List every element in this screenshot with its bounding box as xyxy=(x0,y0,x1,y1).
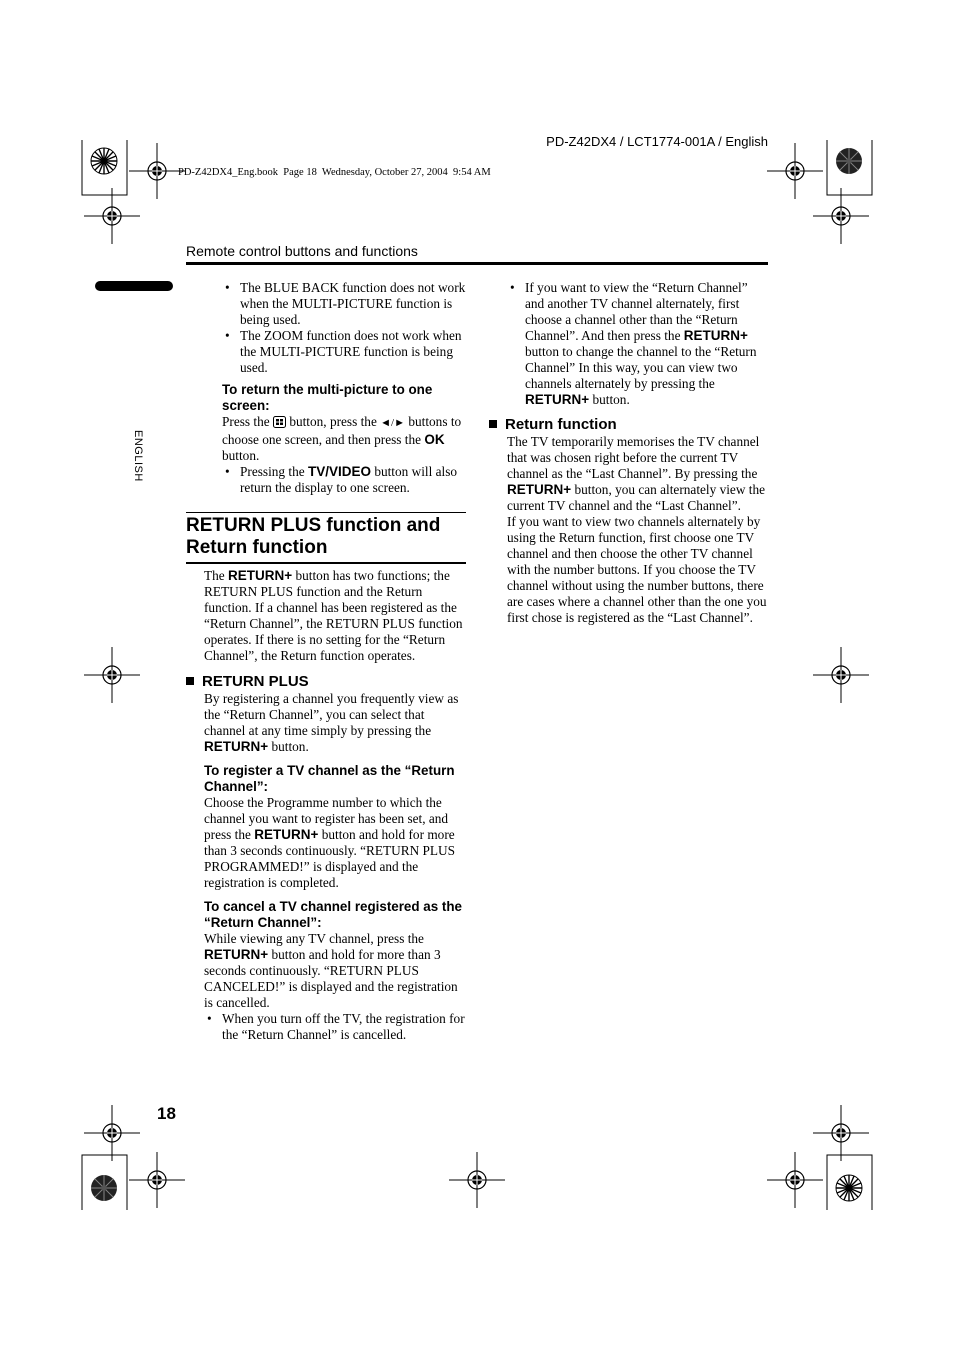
square-bullet-icon xyxy=(186,677,194,685)
left-column-lower xyxy=(204,568,466,1043)
side-tab-label: ENGLISH xyxy=(132,430,144,482)
return-function-paragraph: The TV temporarily memorises the TV channel that was chosen right before the current TV channel as the “Last Channel”. By pressing the RETURN+ button, you can alternately view the current TV channel and the “Last Channel”. xyxy=(507,434,765,513)
return-function-heading: Return function xyxy=(489,416,767,434)
list-item: • The ZOOM function does not work when the MULTI-PICTURE function is being used. xyxy=(225,328,462,375)
return-multi-block xyxy=(222,382,466,496)
book-stamp: PD-Z42DX4_Eng.book Page 18 Wednesday, October 27, 2004 9:54 AM xyxy=(178,167,491,178)
return-plus-heading: RETURN PLUS xyxy=(186,673,466,691)
top-bullets xyxy=(222,280,466,376)
list-item: • If you want to view the “Return Channel” and another TV channel alternately, first choose a channel other than the “Return Channel”. And then press the RETURN+ button to change the channel to the “Return Channel” In this way, you can view two channels alternately by pressing the RETURN+ button. xyxy=(510,280,757,407)
page-number: 18 xyxy=(157,1104,176,1123)
list-item: • Pressing the TV/VIDEO button will also return the display to one screen. xyxy=(225,464,458,495)
left-column xyxy=(186,280,466,496)
section-rule-bottom xyxy=(186,562,466,564)
register-heading: To register a TV channel as the “Return Channel”: xyxy=(204,763,455,794)
cancel-paragraph: While viewing any TV channel, press the RETURN+ button and hold for more than 3 seconds continuously. “RETURN PLUS CANCELED!” is displayed and the registration is cancelled. xyxy=(204,931,458,1010)
section-rule-top xyxy=(186,512,466,513)
side-tab-bar xyxy=(95,281,173,291)
right-column xyxy=(507,280,767,626)
square-bullet-icon xyxy=(489,420,497,428)
section-heading: RETURN PLUS function and Return function xyxy=(186,515,441,558)
cancel-heading: To cancel a TV channel registered as the “Return Channel”: xyxy=(204,899,462,930)
paragraph: Press the button, press the ◄/► buttons to choose one screen, and then press the OK button. xyxy=(222,414,462,463)
header-rule xyxy=(186,262,768,265)
intro-paragraph: The RETURN+ button has two functions; the RETURN PLUS function and the Return function. If a channel has been registered as the “Return Channel”, the RETURN PLUS function operates. If there is no setting for the “Return Channel”, the Return function operates. xyxy=(204,568,463,663)
return-function-paragraph-2: If you want to view two channels alternately by using the Return function, first choose one TV channel and then choose the other TV channel with the number buttons. If you choose the TV channel without using the number buttons, there are cases where a channel other than the one you first chose is registered as the “Last Channel”. xyxy=(507,514,767,625)
list-item: • When you turn off the TV, the registration for the “Return Channel” is cancelled. xyxy=(207,1011,465,1042)
model-reference: PD-Z42DX4 / LCT1774-001A / English xyxy=(546,134,768,149)
list-item: • The BLUE BACK function does not work when the MULTI-PICTURE function is being used. xyxy=(225,280,466,327)
register-paragraph: Choose the Programme number to which the channel you want to register has been set, and press the RETURN+ button and hold for more than 3 seconds continuously. “RETURN PLUS PROGRAMMED!” is displayed and the registration is completed. xyxy=(204,795,456,890)
multi-picture-icon xyxy=(273,416,286,432)
subheading: To return the multi-picture to one screen: xyxy=(222,382,433,413)
return-plus-paragraph: By registering a channel you frequently view as the “Return Channel”, you can select that channel at any time simply by pressing the RETURN+ button. xyxy=(204,691,459,754)
left-right-arrows-icon: ◄/► xyxy=(380,417,406,429)
section-title: Remote control buttons and functions xyxy=(186,243,418,259)
